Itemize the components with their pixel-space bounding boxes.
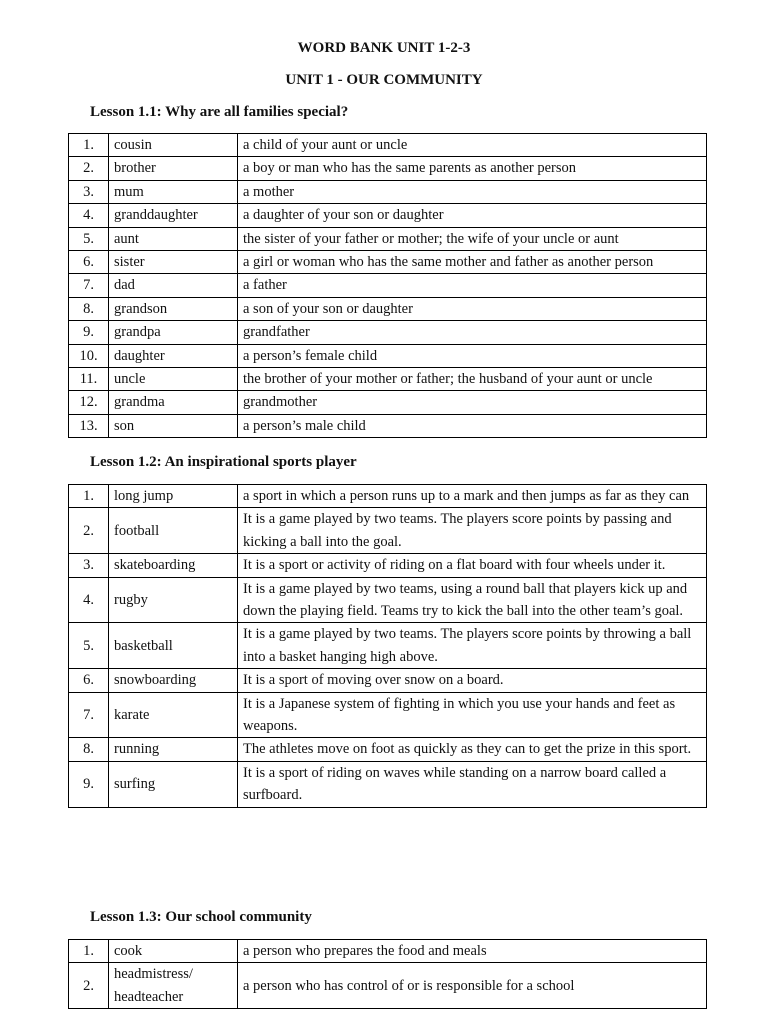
vocab-word: grandma (109, 391, 238, 414)
vocab-word: sister (109, 251, 238, 274)
vocab-definition: a person who has control of or is responsible for a school (238, 963, 707, 1009)
table-row (69, 204, 707, 227)
vocab-word: skateboarding (109, 554, 238, 577)
vocab-definition: It is a game played by two teams. The players score points by passing and kicking a ball into the goal. (238, 508, 707, 554)
vocab-word: cousin (109, 134, 238, 157)
row-number: 8. (69, 738, 109, 761)
row-number: 7. (69, 692, 109, 738)
table-row (69, 227, 707, 250)
table-row (69, 761, 707, 807)
row-number: 9. (69, 321, 109, 344)
vocab-word: grandpa (109, 321, 238, 344)
row-number: 13. (69, 414, 109, 437)
vocab-definition: grandfather (238, 321, 707, 344)
vocab-definition: a person’s female child (238, 344, 707, 367)
table-row (69, 344, 707, 367)
table-row (69, 623, 707, 669)
vocab-word: basketball (109, 623, 238, 669)
unit-heading: UNIT 1 - OUR COMMUNITY (285, 72, 483, 88)
vocab-definition: a father (238, 274, 707, 297)
table-row (69, 963, 707, 1009)
vocab-table (68, 484, 707, 808)
lesson-heading: Lesson 1.3: Our school community (90, 909, 312, 925)
row-number: 9. (69, 761, 109, 807)
row-number: 6. (69, 669, 109, 692)
row-number: 2. (69, 963, 109, 1009)
table-row (69, 669, 707, 692)
row-number: 6. (69, 251, 109, 274)
vocab-word: cook (109, 940, 238, 963)
table-row (69, 368, 707, 391)
table-row (69, 508, 707, 554)
table-row (69, 738, 707, 761)
vocab-definition: the brother of your mother or father; the husband of your aunt or uncle (238, 368, 707, 391)
table-row (69, 554, 707, 577)
row-number: 12. (69, 391, 109, 414)
vocab-definition: a girl or woman who has the same mother and father as another person (238, 251, 707, 274)
vocab-definition: It is a sport of riding on waves while standing on a narrow board called a surfboard. (238, 761, 707, 807)
vocab-definition: It is a sport or activity of riding on a flat board with four wheels under it. (238, 554, 707, 577)
row-number: 4. (69, 204, 109, 227)
document-title: WORD BANK UNIT 1-2-3 (297, 40, 471, 56)
table-row (69, 391, 707, 414)
vocab-definition: grandmother (238, 391, 707, 414)
table-row (69, 485, 707, 508)
table-row (69, 251, 707, 274)
vocab-word: mum (109, 180, 238, 203)
vocab-word: aunt (109, 227, 238, 250)
vocab-word: son (109, 414, 238, 437)
row-number: 2. (69, 157, 109, 180)
vocab-definition: a person who prepares the food and meals (238, 940, 707, 963)
table-row (69, 940, 707, 963)
vocab-definition: It is a sport of moving over snow on a board. (238, 669, 707, 692)
vocab-word: football (109, 508, 238, 554)
vocab-definition: a boy or man who has the same parents as another person (238, 157, 707, 180)
vocab-word: dad (109, 274, 238, 297)
table-row (69, 274, 707, 297)
vocab-word: granddaughter (109, 204, 238, 227)
table-row (69, 577, 707, 623)
row-number: 5. (69, 623, 109, 669)
vocab-word: daughter (109, 344, 238, 367)
lesson-heading: Lesson 1.2: An inspirational sports player (90, 454, 357, 470)
table-row (69, 414, 707, 437)
vocab-word: uncle (109, 368, 238, 391)
vocab-definition: the sister of your father or mother; the wife of your uncle or aunt (238, 227, 707, 250)
vocab-word: rugby (109, 577, 238, 623)
vocab-definition: a son of your son or daughter (238, 297, 707, 320)
vocab-definition: The athletes move on foot as quickly as they can to get the prize in this sport. (238, 738, 707, 761)
vocab-word: snowboarding (109, 669, 238, 692)
vocab-definition: It is a Japanese system of fighting in which you use your hands and feet as weapons. (238, 692, 707, 738)
row-number: 4. (69, 577, 109, 623)
row-number: 3. (69, 554, 109, 577)
vocab-word: long jump (109, 485, 238, 508)
row-number: 5. (69, 227, 109, 250)
row-number: 7. (69, 274, 109, 297)
vocab-definition: It is a game played by two teams. The players score points by throwing a ball into a basket hanging high above. (238, 623, 707, 669)
table-row (69, 134, 707, 157)
vocab-word: headmistress/ headteacher (109, 963, 238, 1009)
vocab-word: brother (109, 157, 238, 180)
table-row (69, 157, 707, 180)
vocab-definition: a sport in which a person runs up to a mark and then jumps as far as they can (238, 485, 707, 508)
vocab-table (68, 939, 707, 1009)
lesson-heading: Lesson 1.1: Why are all families special? (90, 104, 349, 120)
row-number: 2. (69, 508, 109, 554)
vocab-word: karate (109, 692, 238, 738)
row-number: 10. (69, 344, 109, 367)
vocab-definition: a child of your aunt or uncle (238, 134, 707, 157)
row-number: 1. (69, 940, 109, 963)
vocab-word: surfing (109, 761, 238, 807)
vocab-table (68, 133, 707, 438)
row-number: 3. (69, 180, 109, 203)
row-number: 11. (69, 368, 109, 391)
table-row (69, 692, 707, 738)
table-row (69, 297, 707, 320)
table-row (69, 321, 707, 344)
vocab-word: running (109, 738, 238, 761)
table-row (69, 180, 707, 203)
vocab-word: grandson (109, 297, 238, 320)
row-number: 8. (69, 297, 109, 320)
row-number: 1. (69, 134, 109, 157)
vocab-definition: It is a game played by two teams, using a round ball that players kick up and down the playing field. Teams try to kick the ball into the other team’s goal. (238, 577, 707, 623)
vocab-definition: a mother (238, 180, 707, 203)
row-number: 1. (69, 485, 109, 508)
vocab-definition: a daughter of your son or daughter (238, 204, 707, 227)
vocab-definition: a person’s male child (238, 414, 707, 437)
